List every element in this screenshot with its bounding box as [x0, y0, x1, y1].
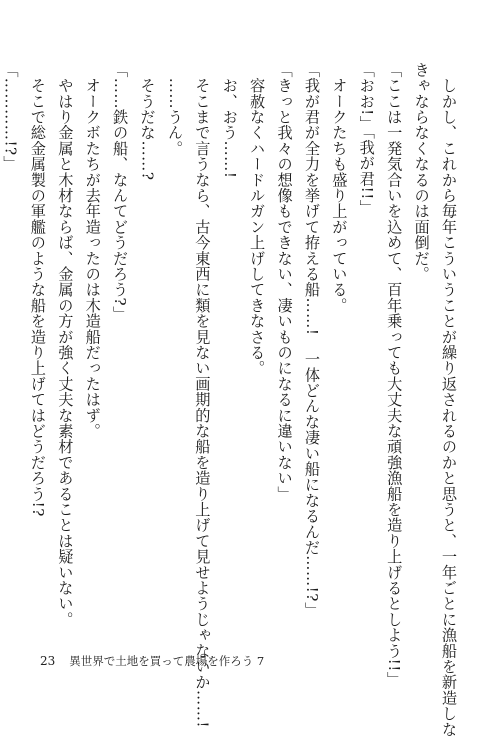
text-line: 「我が君が全力を挙げて拵える船……! 一体どんな凄い船になるんだ……!?」 — [302, 62, 321, 618]
page-footer — [40, 653, 264, 669]
text-line: 「…………!?」 — [1, 62, 20, 172]
text-line: オークボたちが去年造ったのは木造船だったはず。 — [83, 62, 102, 439]
text-line: そうだな……? — [138, 62, 157, 181]
text-line: しかし、これから毎年こういうことが繰り返されるのかと思うと、一年ごとに漁船を新造しな — [440, 62, 458, 737]
text-line: お、おう……! — [220, 62, 239, 179]
text-line: 「……鉄の船、なんてどうだろう?」 — [111, 62, 130, 322]
page-number: 23 — [40, 654, 56, 668]
text-line: ……うん。 — [165, 62, 184, 157]
book-title: 異世界で土地を買って農場を作ろう 7 — [69, 654, 265, 668]
text-line: オークたちも盛り上がっている。 — [330, 62, 349, 314]
text-line: やはり金属と木材ならば、金属の方が強く丈夫な素材であることは疑いない。 — [56, 62, 75, 628]
text-line: 「ここは一発気合いを込めて、百年乗っても大丈夫な頑強漁船を造り上げるとしよう!!」 — [385, 62, 404, 688]
text-line: 容赦なくハードルガン上げしてきなさる。 — [248, 62, 267, 376]
text-line: 「きっと我々の想像もできない、凄いものになるに違いない」 — [275, 62, 294, 502]
text-line: きゃならなくなるのは面倒だ。 — [412, 62, 431, 282]
text-line: 「おお!」「我が君!!」 — [357, 62, 376, 216]
text-line: そこまで言うなら、古今東西に類を見ない画期的な船を造り上げて見せようじゃないか……! — [193, 62, 212, 728]
text-line: そこで総金属製の軍艦のような船を造り上げてはどうだろう!? — [28, 62, 47, 517]
